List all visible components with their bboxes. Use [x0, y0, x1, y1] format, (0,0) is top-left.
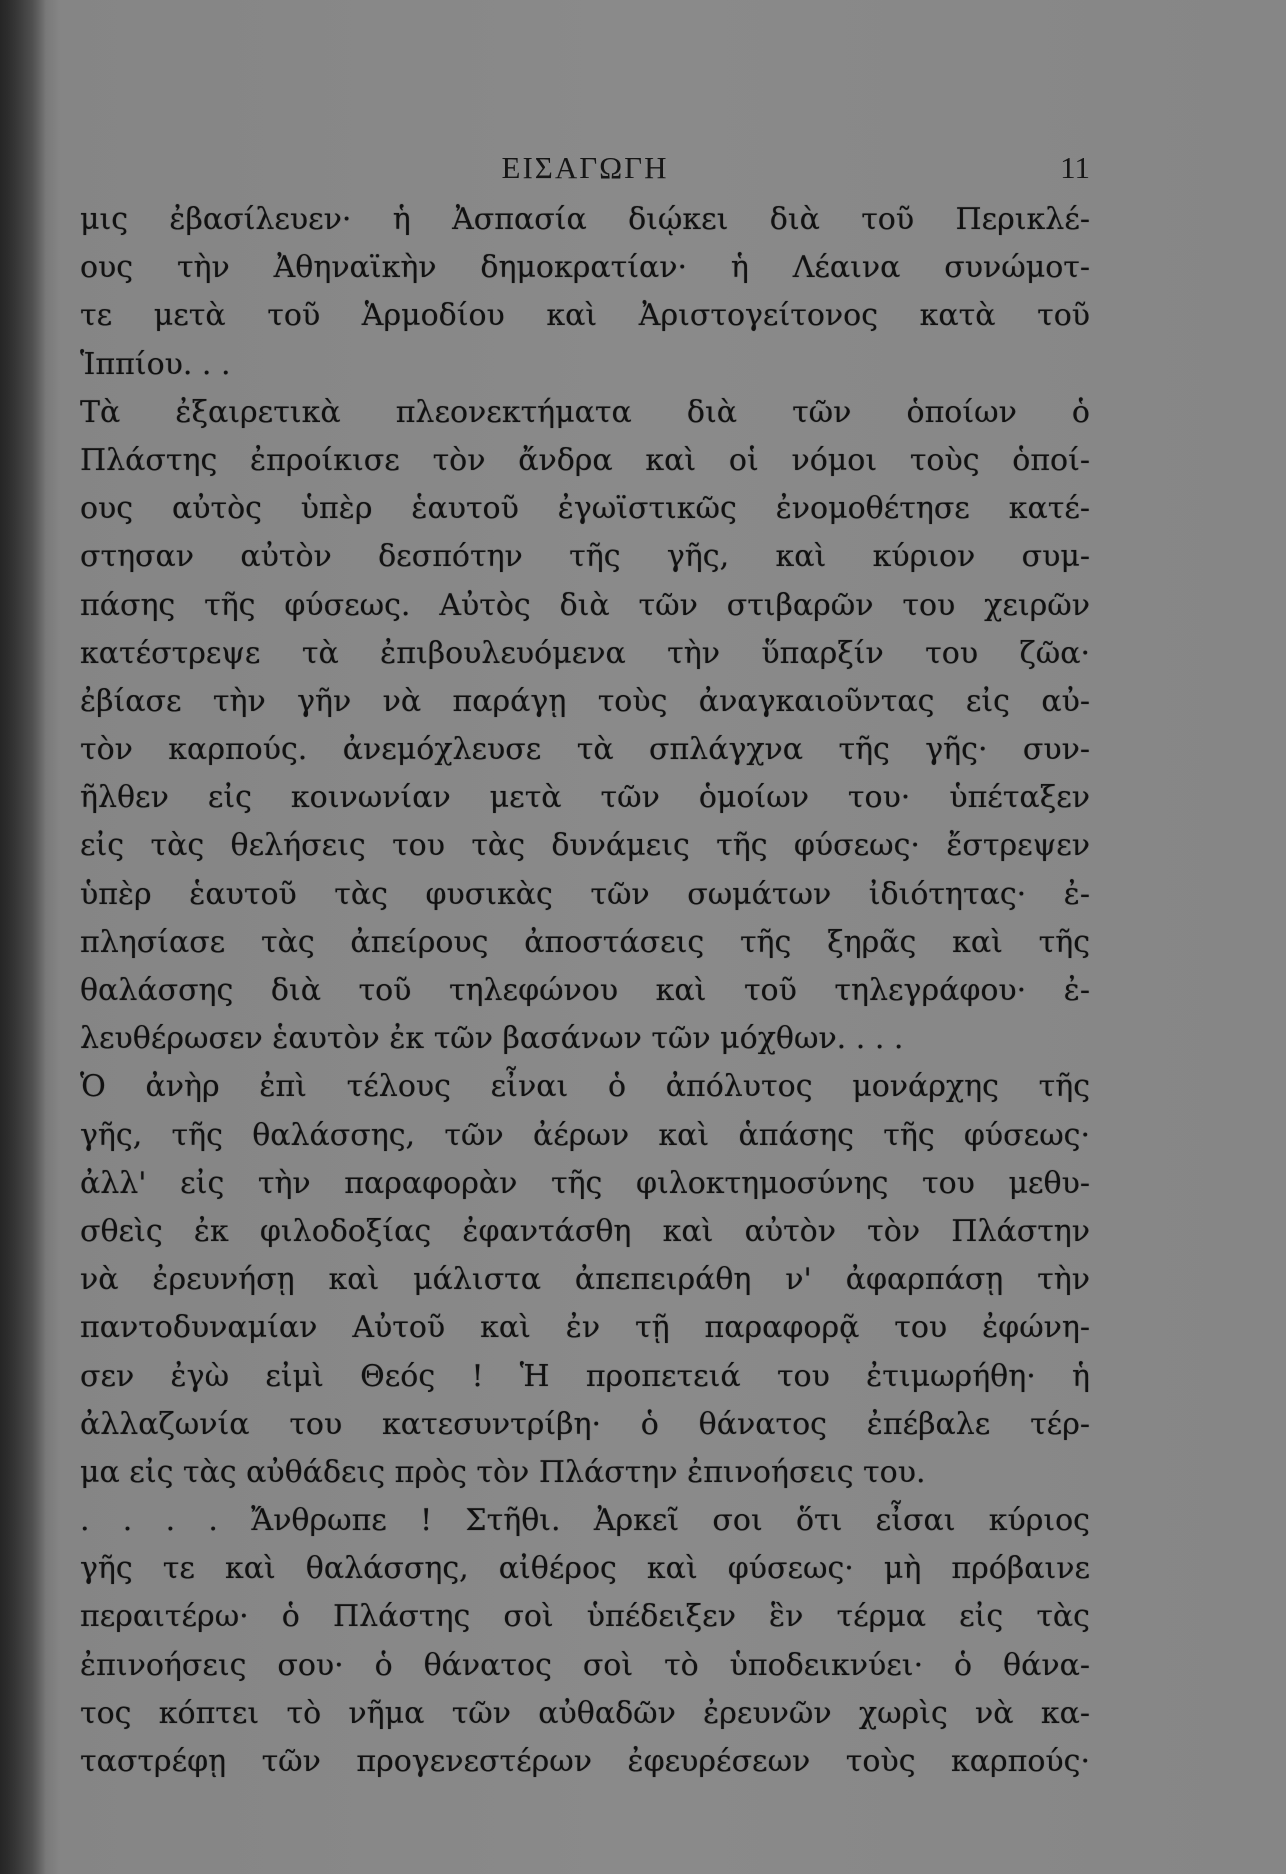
body-text: [80, 196, 1090, 1786]
text-line: θαλάσσης διὰ τοῦ τηλεφώνου καὶ τοῦ τηλεγράφου· ἐ-: [80, 973, 1090, 1008]
page-number: 11: [1060, 150, 1090, 185]
text-line: κατέστρεψε τὰ ἐπιβουλευόμενα τὴν ὕπαρξίν του ζῶα·: [80, 635, 1090, 671]
text-line: ἀλλ' εἰς τὴν παραφορὰν τῆς φιλοκτημοσύνης του μεθυ-: [80, 1165, 1090, 1201]
text-line: τε μετὰ τοῦ Ἁρμοδίου καὶ Ἀριστογείτονος κατὰ τοῦ: [80, 298, 1090, 334]
text-line: στησαν αὐτὸν δεσπότην τῆς γῆς, καὶ κύριον συμ-: [80, 539, 1090, 575]
text-line: γῆς, τῆς θαλάσσης, τῶν ἀέρων καὶ ἁπάσης τῆς φύσεως·: [80, 1117, 1090, 1153]
text-line: ὑπὲρ ἑαυτοῦ τὰς φυσικὰς τῶν σωμάτων ἰδιότητας· ἐ-: [80, 876, 1090, 912]
text-line: . . . . Ἄνθρωπε ! Στῆθι. Ἀρκεῖ σοι ὅτι εἶσαι κύριος: [80, 1503, 1090, 1539]
text-line: Ὁ ἀνὴρ ἐπὶ τέλους εἶναι ὁ ἀπόλυτος μονάρχης τῆς: [80, 1069, 1090, 1105]
text-line: λευθέρωσεν ἑαυτὸν ἐκ τῶν βασάνων τῶν μόχθων. . . .: [80, 1021, 904, 1057]
running-head-title: ΕΙΣΑΓΩΓΗ: [501, 150, 669, 185]
text-line: περαιτέρω· ὁ Πλάστης σοὶ ὑπέδειξεν ἓν τέρμα εἰς τὰς: [80, 1599, 1090, 1635]
text-line: ἀλλαζωνία του κατεσυντρίβη· ὁ θάνατος ἐπέβαλε τέρ-: [80, 1406, 1090, 1442]
binding-gutter-shadow: [0, 0, 46, 1874]
text-line: Τὰ ἐξαιρετικὰ πλεονεκτήματα διὰ τῶν ὁποίων ὁ: [80, 394, 1090, 430]
book-page: [80, 130, 1090, 1830]
text-line: Πλάστης ἐπροίκισε τὸν ἄνδρα καὶ οἱ νόμοι τοὺς ὁποί-: [80, 442, 1090, 478]
text-line: πάσης τῆς φύσεως. Αὐτὸς διὰ τῶν στιβαρῶν του χειρῶν: [80, 587, 1090, 623]
running-head: [80, 130, 1090, 194]
text-line: τος κόπτει τὸ νῆμα τῶν αὐθαδῶν ἐρευνῶν χωρὶς νὰ κα-: [80, 1695, 1090, 1731]
text-line: σθεὶς ἐκ φιλοδοξίας ἐφαντάσθη καὶ αὐτὸν τὸν Πλάστην: [80, 1213, 1090, 1249]
text-line: Ἱππίου. . .: [80, 346, 231, 382]
text-line: σεν ἐγὼ εἰμὶ Θεός ! Ἡ προπετειά του ἐτιμωρήθη· ἡ: [80, 1358, 1090, 1394]
text-line: εἰς τὰς θελήσεις του τὰς δυνάμεις τῆς φύσεως· ἔστρεψεν: [80, 828, 1090, 864]
text-line: ῆλθεν εἰς κοινωνίαν μετὰ τῶν ὁμοίων του· ὑπέταξεν: [80, 780, 1090, 816]
text-line: ἐπινοήσεις σου· ὁ θάνατος σοὶ τὸ ὑποδεικνύει· ὁ θάνα-: [80, 1647, 1090, 1683]
text-line: παντοδυναμίαν Αὐτοῦ καὶ ἐν τῇ παραφορᾷ του ἐφώνη-: [80, 1310, 1090, 1346]
text-line: ἐβίασε τὴν γῆν νὰ παράγῃ τοὺς ἀναγκαιοῦντας εἰς αὐ-: [80, 683, 1090, 719]
text-line: ους τὴν Ἀθηναϊκὴν δημοκρατίαν· ἡ Λέαινα συνώμοτ-: [80, 250, 1090, 286]
text-line: πλησίασε τὰς ἀπείρους ἀποστάσεις τῆς ξηρᾶς καὶ τῆς: [80, 924, 1090, 960]
text-line: τὸν καρπούς. ἀνεμόχλευσε τὰ σπλάγχνα τῆς γῆς· συν-: [80, 732, 1090, 768]
text-line: νὰ ἐρευνήσῃ καὶ μάλιστα ἀπεπειράθη ν' ἀφαρπάσῃ τὴν: [80, 1262, 1090, 1298]
text-line: γῆς τε καὶ θαλάσσης, αἰθέρος καὶ φύσεως· μὴ πρόβαινε: [80, 1551, 1090, 1587]
text-line: ους αὐτὸς ὑπὲρ ἑαυτοῦ ἐγωϊστικῶς ἐνομοθέτησε κατέ-: [80, 491, 1090, 527]
text-line: μα εἰς τὰς αὐθάδεις πρὸς τὸν Πλάστην ἐπινοήσεις του.: [80, 1454, 926, 1490]
text-line: μις ἐβασίλευεν· ἡ Ἀσπασία διῴκει διὰ τοῦ Περικλέ-: [80, 202, 1090, 237]
text-line: ταστρέφῃ τῶν προγενεστέρων ἐφευρέσεων τοὺς καρπούς·: [80, 1744, 1090, 1779]
